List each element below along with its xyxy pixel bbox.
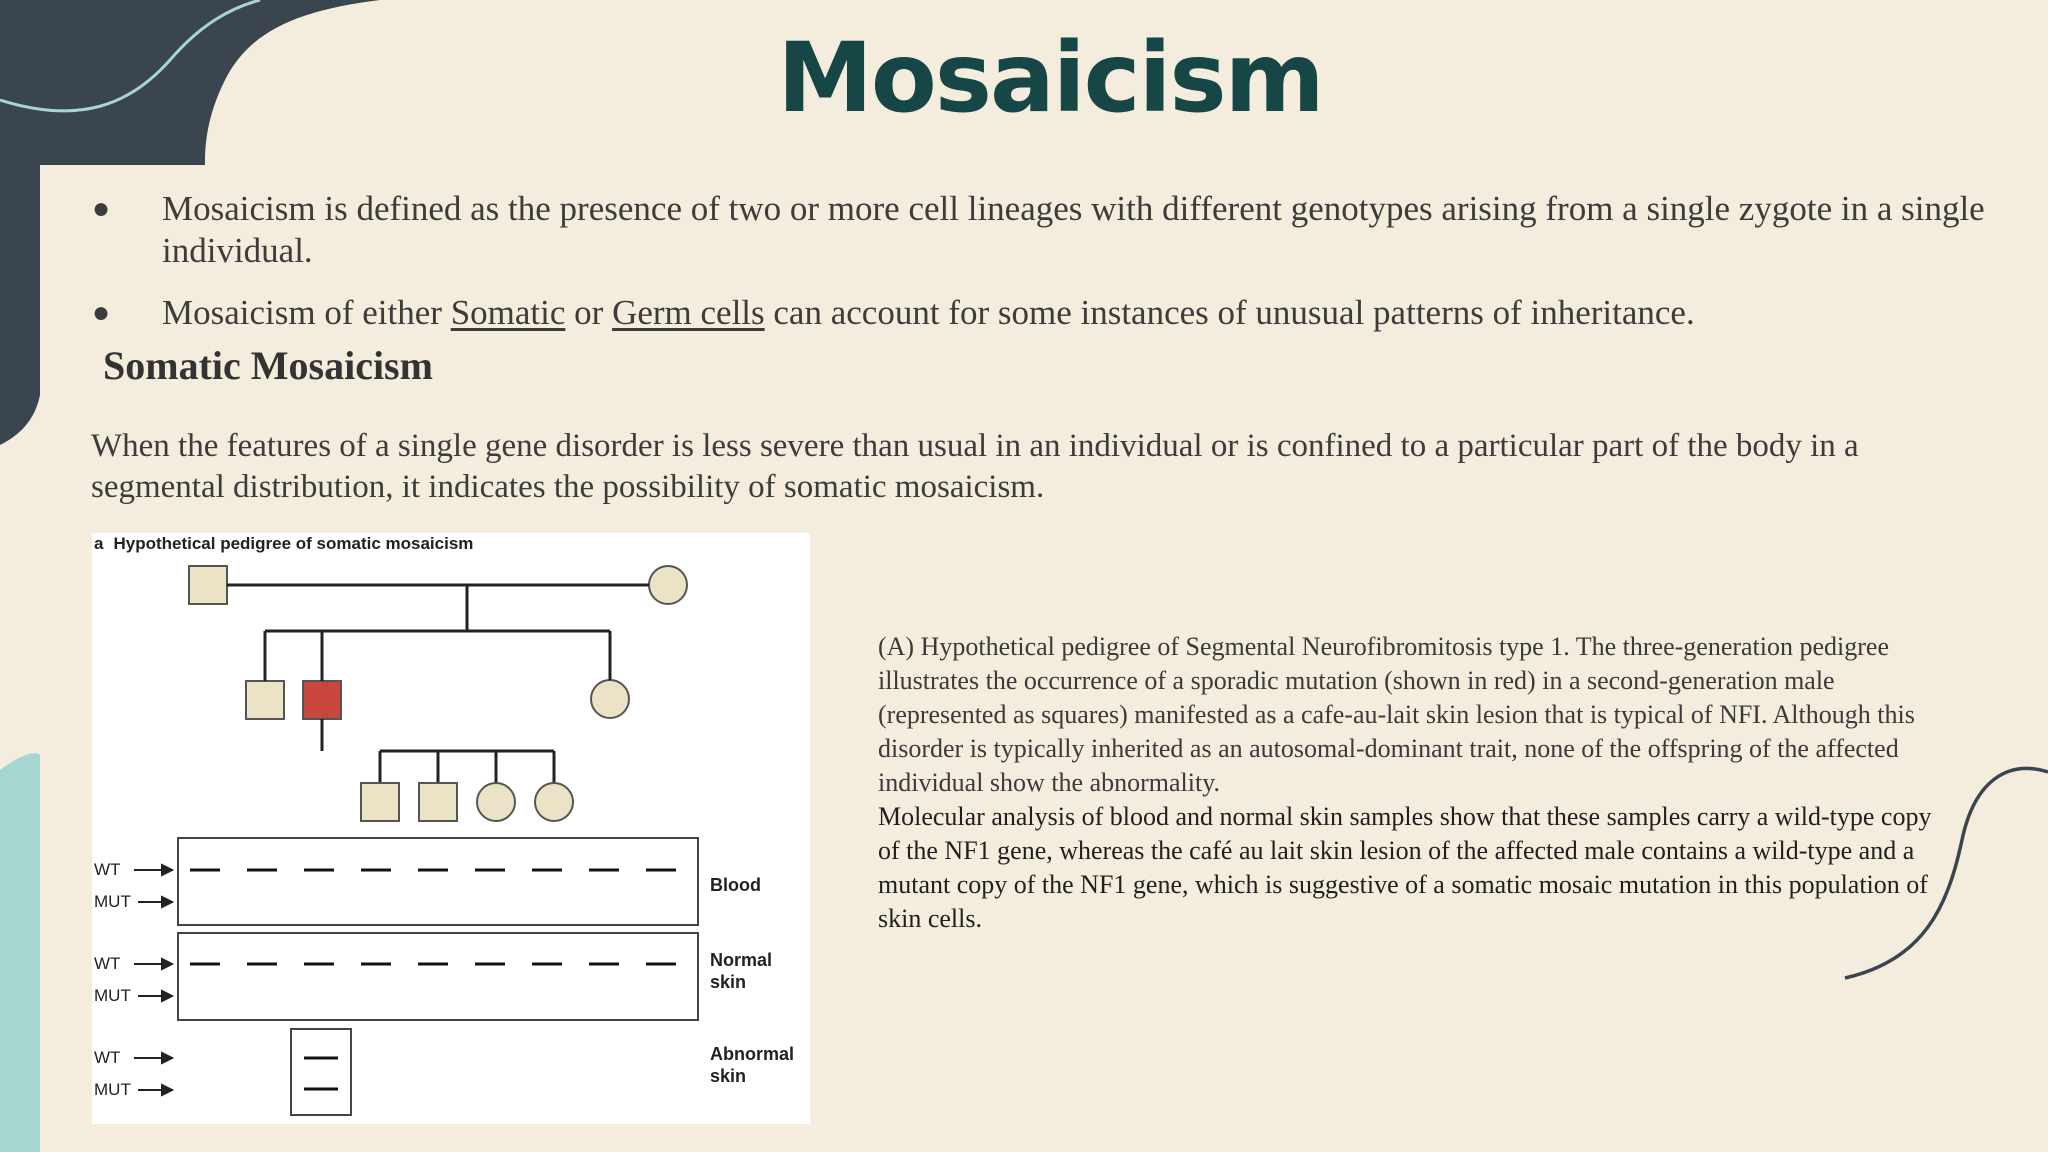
gel-normal-skin [178,933,698,1020]
wt-label: WT [94,954,121,973]
pedigree-male-gen3 [419,783,457,821]
pedigree-male-gen3 [361,783,399,821]
mut-label: MUT [94,892,131,911]
wt-label: WT [94,1048,121,1067]
bullet-text-mid: or [565,293,613,332]
figure-panel-letter: a [94,534,104,553]
blood-label: Blood [710,875,761,895]
gel-markers [94,860,131,1099]
bullet-item [92,292,1992,334]
pedigree-female-gen3 [477,783,515,821]
caption-paragraph-2: Molecular analysis of blood and normal skin samples show that these samples carry a wild-type copy of the NF1 gene, whereas the café au lait skin lesion of the affected male contains a wild-type and a mutant copy of the NF1 gene, which is suggestive of a somatic mosaic mutation in this population of skin cells. [878,802,1932,933]
bullet-list [92,188,1992,354]
figure-title-text: Hypothetical pedigree of somatic mosaicism [113,534,474,553]
somatic-link[interactable]: Somatic [450,293,566,332]
abnormal-skin-label-1: Abnormal [710,1044,795,1064]
bullet-text-pre: Mosaicism of either [162,293,451,332]
figure-caption [878,630,1938,936]
pedigree-female-gen3 [535,783,573,821]
bullet-text: Mosaicism is defined as the presence of two or more cell lineages with different genotypes arising from a single zygote in a single individual. [162,189,1985,270]
pedigree-female-gen2 [591,680,629,718]
germ-cells-link[interactable]: Germ cells [612,293,765,332]
wt-label: WT [94,860,121,879]
figure-title [94,534,473,553]
gel-blood [178,838,698,925]
mut-label: MUT [94,1080,131,1099]
teal-side-shape [0,753,40,1152]
bullet-item [92,188,1992,272]
bullet-text-post: can account for some instances of unusual patterns of inheritance. [764,293,1695,332]
gel-arrows [134,865,172,1095]
normal-skin-label-1: Normal [710,950,773,970]
normal-skin-label-2: skin [710,972,747,992]
abnormal-skin-label-2: skin [710,1066,747,1086]
slide-title: Mosaicism [777,22,1323,134]
pedigree-female-gen1 [649,566,687,604]
pedigree-male-gen1 [189,566,227,604]
bullet-dot: ● [92,192,111,225]
pedigree-figure [92,533,810,1124]
subheading: Somatic Mosaicism [103,343,433,388]
body-paragraph: When the features of a single gene disorder is less severe than usual in an individual or is confined to a particular part of the body in a segmental distribution, it indicates the possibility of somatic mosaicism. [91,428,1859,505]
pedigree-affected-male [303,681,341,719]
mut-label: MUT [94,986,131,1005]
bullet-dot: ● [92,296,111,329]
caption-paragraph-1: (A) Hypothetical pedigree of Segmental Neurofibromitosis type 1. The three-generation pedigree illustrates the occurrence of a sporadic mutation (shown in red) in a second-generation male (represented as squares) manifested as a cafe-au-lait skin lesion that is typical of NFI. Although this disorder is typically inherited as an autosomal-dominant trait, none of the offspring of the affected individual show the abnormality. [878,632,1915,797]
gel-abnormal-skin [291,1029,351,1115]
pedigree-male-gen2 [246,681,284,719]
